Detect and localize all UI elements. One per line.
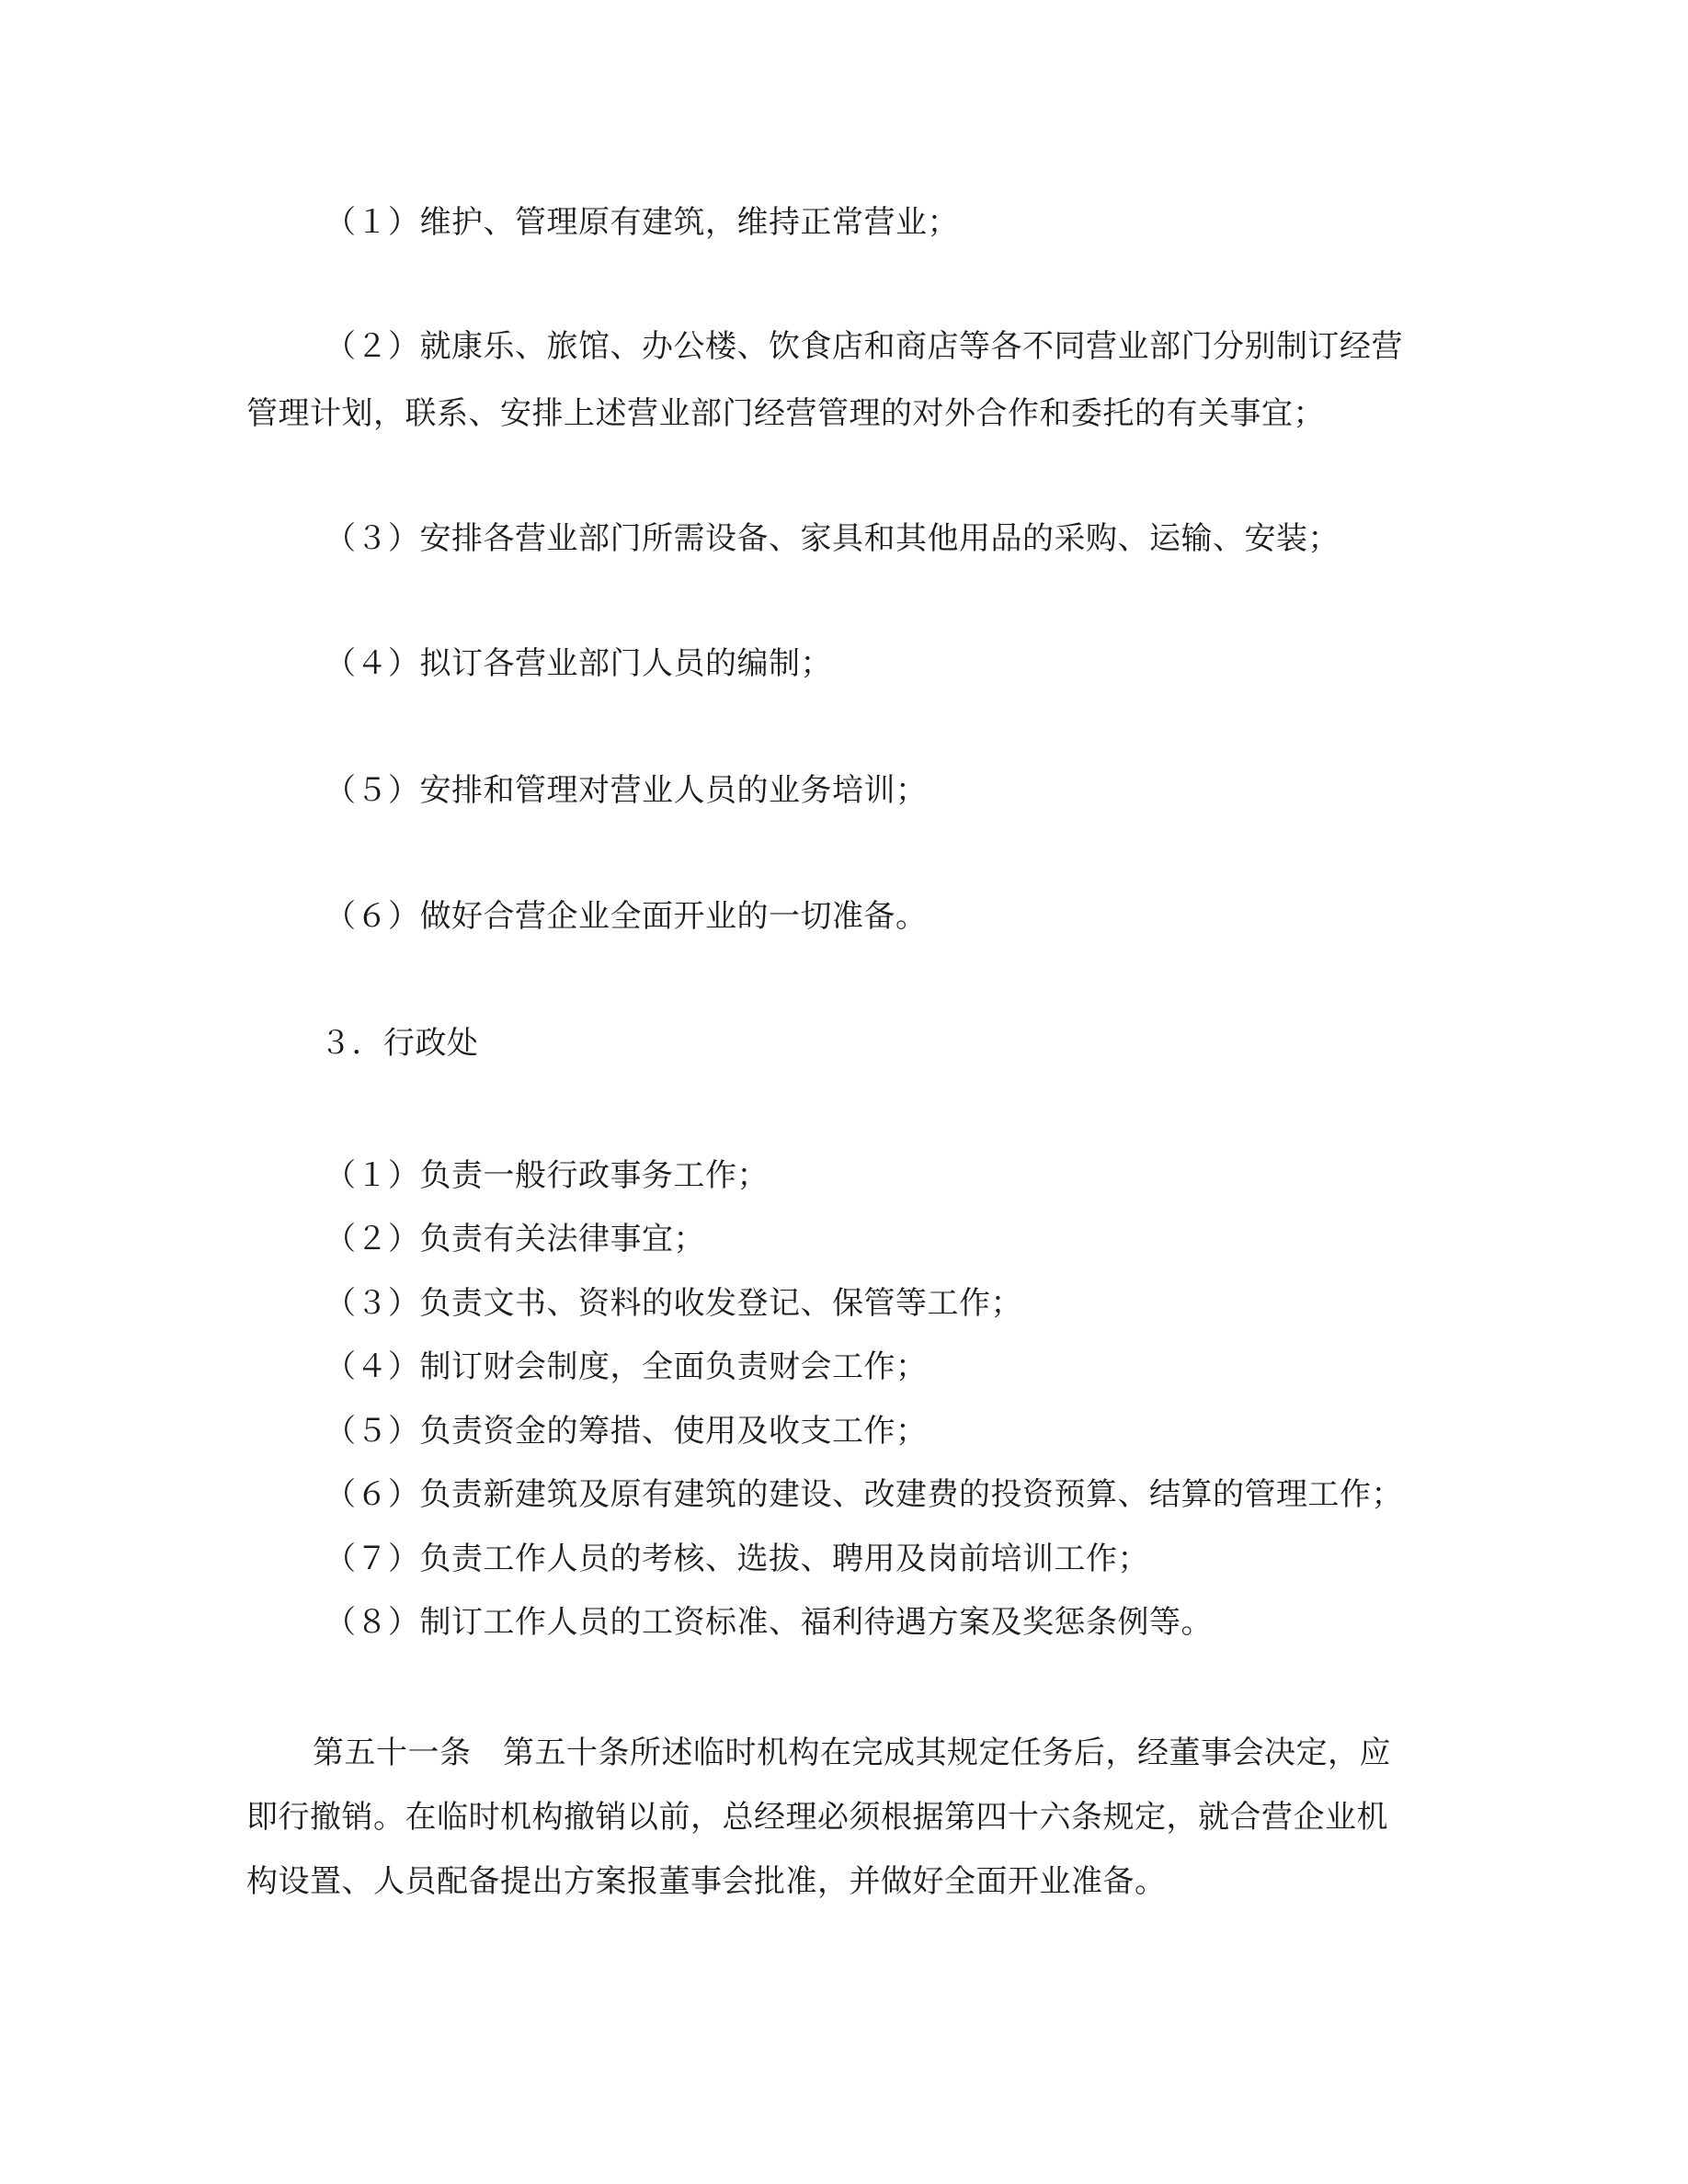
admin-item-5: （５）负责资金的筹措、使用及收支工作； xyxy=(325,1413,928,1450)
item-procurement: （３）安排各营业部门所需设备、家具和其他用品的采购、运输、安装； xyxy=(325,520,1340,557)
item-training: （５）安排和管理对营业人员的业务培训； xyxy=(325,772,928,809)
item-business-plan-cont: 管理计划，联系、安排上述营业部门经营管理的对外合作和委托的有关事宜； xyxy=(246,395,1325,432)
article-51-line-2: 即行撤销。在临时机构撤销以前，总经理必须根据第四十六条规定，就合营企业机 xyxy=(246,1799,1388,1836)
admin-item-3: （３）负责文书、资料的收发登记、保管等工作； xyxy=(325,1285,1022,1322)
admin-item-8: （８）制订工作人员的工资标准、福利待遇方案及奖惩条例等。 xyxy=(325,1604,1213,1641)
item-opening-prep: （６）做好合营企业全面开业的一切准备。 xyxy=(325,898,928,935)
admin-item-4: （４）制订财会制度，全面负责财会工作； xyxy=(325,1348,928,1385)
article-51-line-3: 构设置、人员配备提出方案报董事会批准，并做好全面开业准备。 xyxy=(246,1863,1167,1900)
admin-item-7: （７）负责工作人员的考核、选拔、聘用及岗前培训工作； xyxy=(325,1541,1149,1577)
section-heading-admin: ３．行政处 xyxy=(320,1025,479,1062)
admin-item-6: （６）负责新建筑及原有建筑的建设、改建费的投资预算、结算的管理工作； xyxy=(325,1476,1403,1513)
admin-item-1: （１）负责一般行政事务工作； xyxy=(325,1157,769,1194)
item-business-plan: （２）就康乐、旅馆、办公楼、饮食店和商店等各不同营业部门分别制订经营 xyxy=(325,328,1403,365)
item-staffing: （４）拟订各营业部门人员的编制； xyxy=(325,645,832,682)
admin-item-2: （２）负责有关法律事宜； xyxy=(325,1221,705,1257)
item-maintain-buildings: （１）维护、管理原有建筑，维持正常营业； xyxy=(325,204,959,241)
article-51-line-1: 第五十一条 第五十条所述临时机构在完成其规定任务后，经董事会决定，应 xyxy=(313,1735,1391,1771)
